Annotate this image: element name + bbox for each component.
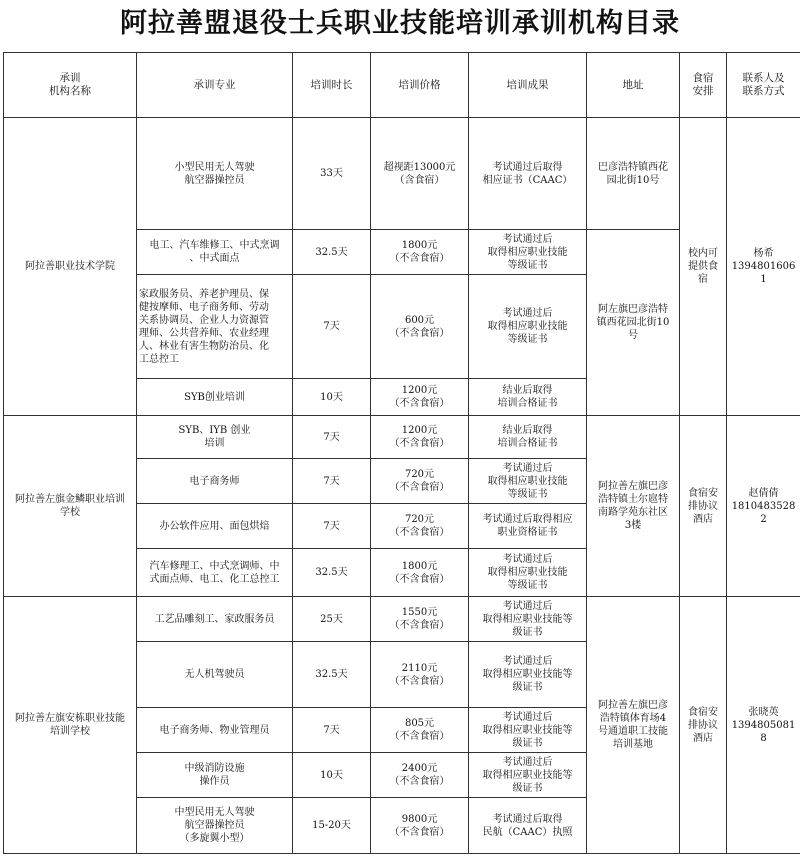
outcome-cell: 考试通过后 取得相应职业技能等 级证书 <box>469 642 587 708</box>
outcome-cell: 结业后取得 培训合格证书 <box>469 416 587 459</box>
outcome-cell: 考试通过后 取得相应职业技能等 级证书 <box>469 753 587 798</box>
table-row <box>4 118 800 230</box>
address-cell: 阿拉善左旗巴彦 浩特镇体育场4 号通道职工技能 培训基地 <box>587 597 680 854</box>
price-cell: 1200元 （不含食宿） <box>371 379 469 416</box>
duration-cell: 7天 <box>293 459 371 504</box>
price-cell: 9800元 （不含食宿） <box>371 798 469 854</box>
address-cell: 阿左旗巴彦浩特 镇西花园北街10 号 <box>587 230 680 416</box>
major-cell: 办公软件应用、面包烘焙 <box>137 504 293 549</box>
duration-cell: 32.5天 <box>293 230 371 275</box>
major-cell: 汽车修理工、中式烹调师、中 式面点师、电工、化工总控工 <box>137 549 293 597</box>
duration-cell: 7天 <box>293 708 371 753</box>
table-row <box>4 416 800 459</box>
contact-cell: 杨希 13948016061 <box>727 118 800 416</box>
header-contact: 联系人及 联系方式 <box>727 53 800 118</box>
duration-cell: 7天 <box>293 275 371 379</box>
header-duration: 培训时长 <box>293 53 371 118</box>
table-row <box>4 597 800 642</box>
major-cell: 电子商务师、物业管理员 <box>137 708 293 753</box>
duration-cell: 33天 <box>293 118 371 230</box>
address-cell: 巴彦浩特镇西花 园北街10号 <box>587 118 680 230</box>
major-cell: 中型民用无人驾驶 航空器操控员 （多旋翼小型） <box>137 798 293 854</box>
header-outcome: 培训成果 <box>469 53 587 118</box>
header-institution: 承训 机构名称 <box>4 53 137 118</box>
major-cell: 电工、汽车维修工、中式烹调 、中式面点 <box>137 230 293 275</box>
major-cell: 小型民用无人驾驶 航空器操控员 <box>137 118 293 230</box>
major-cell: 电子商务师 <box>137 459 293 504</box>
contact-cell: 赵倩倩 18104835282 <box>727 416 800 597</box>
price-cell: 1800元 （不含食宿） <box>371 549 469 597</box>
outcome-cell: 考试通过后取得相应 职业资格证书 <box>469 504 587 549</box>
price-cell: 1200元 （不含食宿） <box>371 416 469 459</box>
price-cell: 720元 （不含食宿） <box>371 504 469 549</box>
outcome-cell: 考试通过后 取得相应职业技能 等级证书 <box>469 459 587 504</box>
major-cell: SYB、IYB 创业 培训 <box>137 416 293 459</box>
address-cell: 阿拉善左旗巴彦 浩特镇土尔扈特 南路学苑东社区 3楼 <box>587 416 680 597</box>
header-address: 地址 <box>587 53 680 118</box>
outcome-cell: 考试通过后 取得相应职业技能 等级证书 <box>469 275 587 379</box>
duration-cell: 32.5天 <box>293 642 371 708</box>
header-major: 承训专业 <box>137 53 293 118</box>
duration-cell: 10天 <box>293 379 371 416</box>
outcome-cell: 考试通过后取得 民航（CAAC）执照 <box>469 798 587 854</box>
price-cell: 805元 （不含食宿） <box>371 708 469 753</box>
board-cell: 校内可 提供食 宿 <box>680 118 727 416</box>
institution-name: 阿拉善职业技术学院 <box>4 118 137 416</box>
institution-name: 阿拉善左旗安栋职业技能 培训学校 <box>4 597 137 854</box>
price-cell: 1800元 （不含食宿） <box>371 230 469 275</box>
outcome-cell: 考试通过后 取得相应职业技能 等级证书 <box>469 549 587 597</box>
duration-cell: 25天 <box>293 597 371 642</box>
header-row <box>4 53 800 118</box>
header-board: 食宿 安排 <box>680 53 727 118</box>
duration-cell: 7天 <box>293 504 371 549</box>
board-cell: 食宿安 排协议 酒店 <box>680 416 727 597</box>
page-title: 阿拉善盟退役士兵职业技能培训承训机构目录 <box>120 8 680 39</box>
major-cell: 无人机驾驶员 <box>137 642 293 708</box>
header-price: 培训价格 <box>371 53 469 118</box>
price-cell: 1550元 （不含食宿） <box>371 597 469 642</box>
major-cell: 中级消防设施 操作员 <box>137 753 293 798</box>
outcome-cell: 考试通过后 取得相应职业技能等 级证书 <box>469 708 587 753</box>
price-cell: 2400元 （不含食宿） <box>371 753 469 798</box>
duration-cell: 32.5天 <box>293 549 371 597</box>
duration-cell: 7天 <box>293 416 371 459</box>
major-cell: SYB创业培训 <box>137 379 293 416</box>
outcome-cell: 考试通过后 取得相应职业技能等 级证书 <box>469 597 587 642</box>
catalog-table <box>3 52 800 854</box>
institution-name: 阿拉善左旗金鳞职业培训 学校 <box>4 416 137 597</box>
duration-cell: 10天 <box>293 753 371 798</box>
major-cell: 家政服务员、养老护理员、保 健按摩师、电子商务师、劳动 关系协调员、企业人力资源管 理师、公共营养师、农业经理 人、林业有害生物防治员、化 工总控工 <box>137 275 293 379</box>
outcome-cell: 考试通过后取得 相应证书（CAAC） <box>469 118 587 230</box>
price-cell: 2110元 （不含食宿） <box>371 642 469 708</box>
price-cell: 720元 （不含食宿） <box>371 459 469 504</box>
price-cell: 600元 （不含食宿） <box>371 275 469 379</box>
contact-cell: 张晓英 13948050818 <box>727 597 800 854</box>
duration-cell: 15-20天 <box>293 798 371 854</box>
major-cell: 工艺品雕刻工、家政服务员 <box>137 597 293 642</box>
outcome-cell: 结业后取得 培训合格证书 <box>469 379 587 416</box>
price-cell: 超视距13000元 （含食宿） <box>371 118 469 230</box>
outcome-cell: 考试通过后 取得相应职业技能 等级证书 <box>469 230 587 275</box>
board-cell: 食宿安 排协议 酒店 <box>680 597 727 854</box>
